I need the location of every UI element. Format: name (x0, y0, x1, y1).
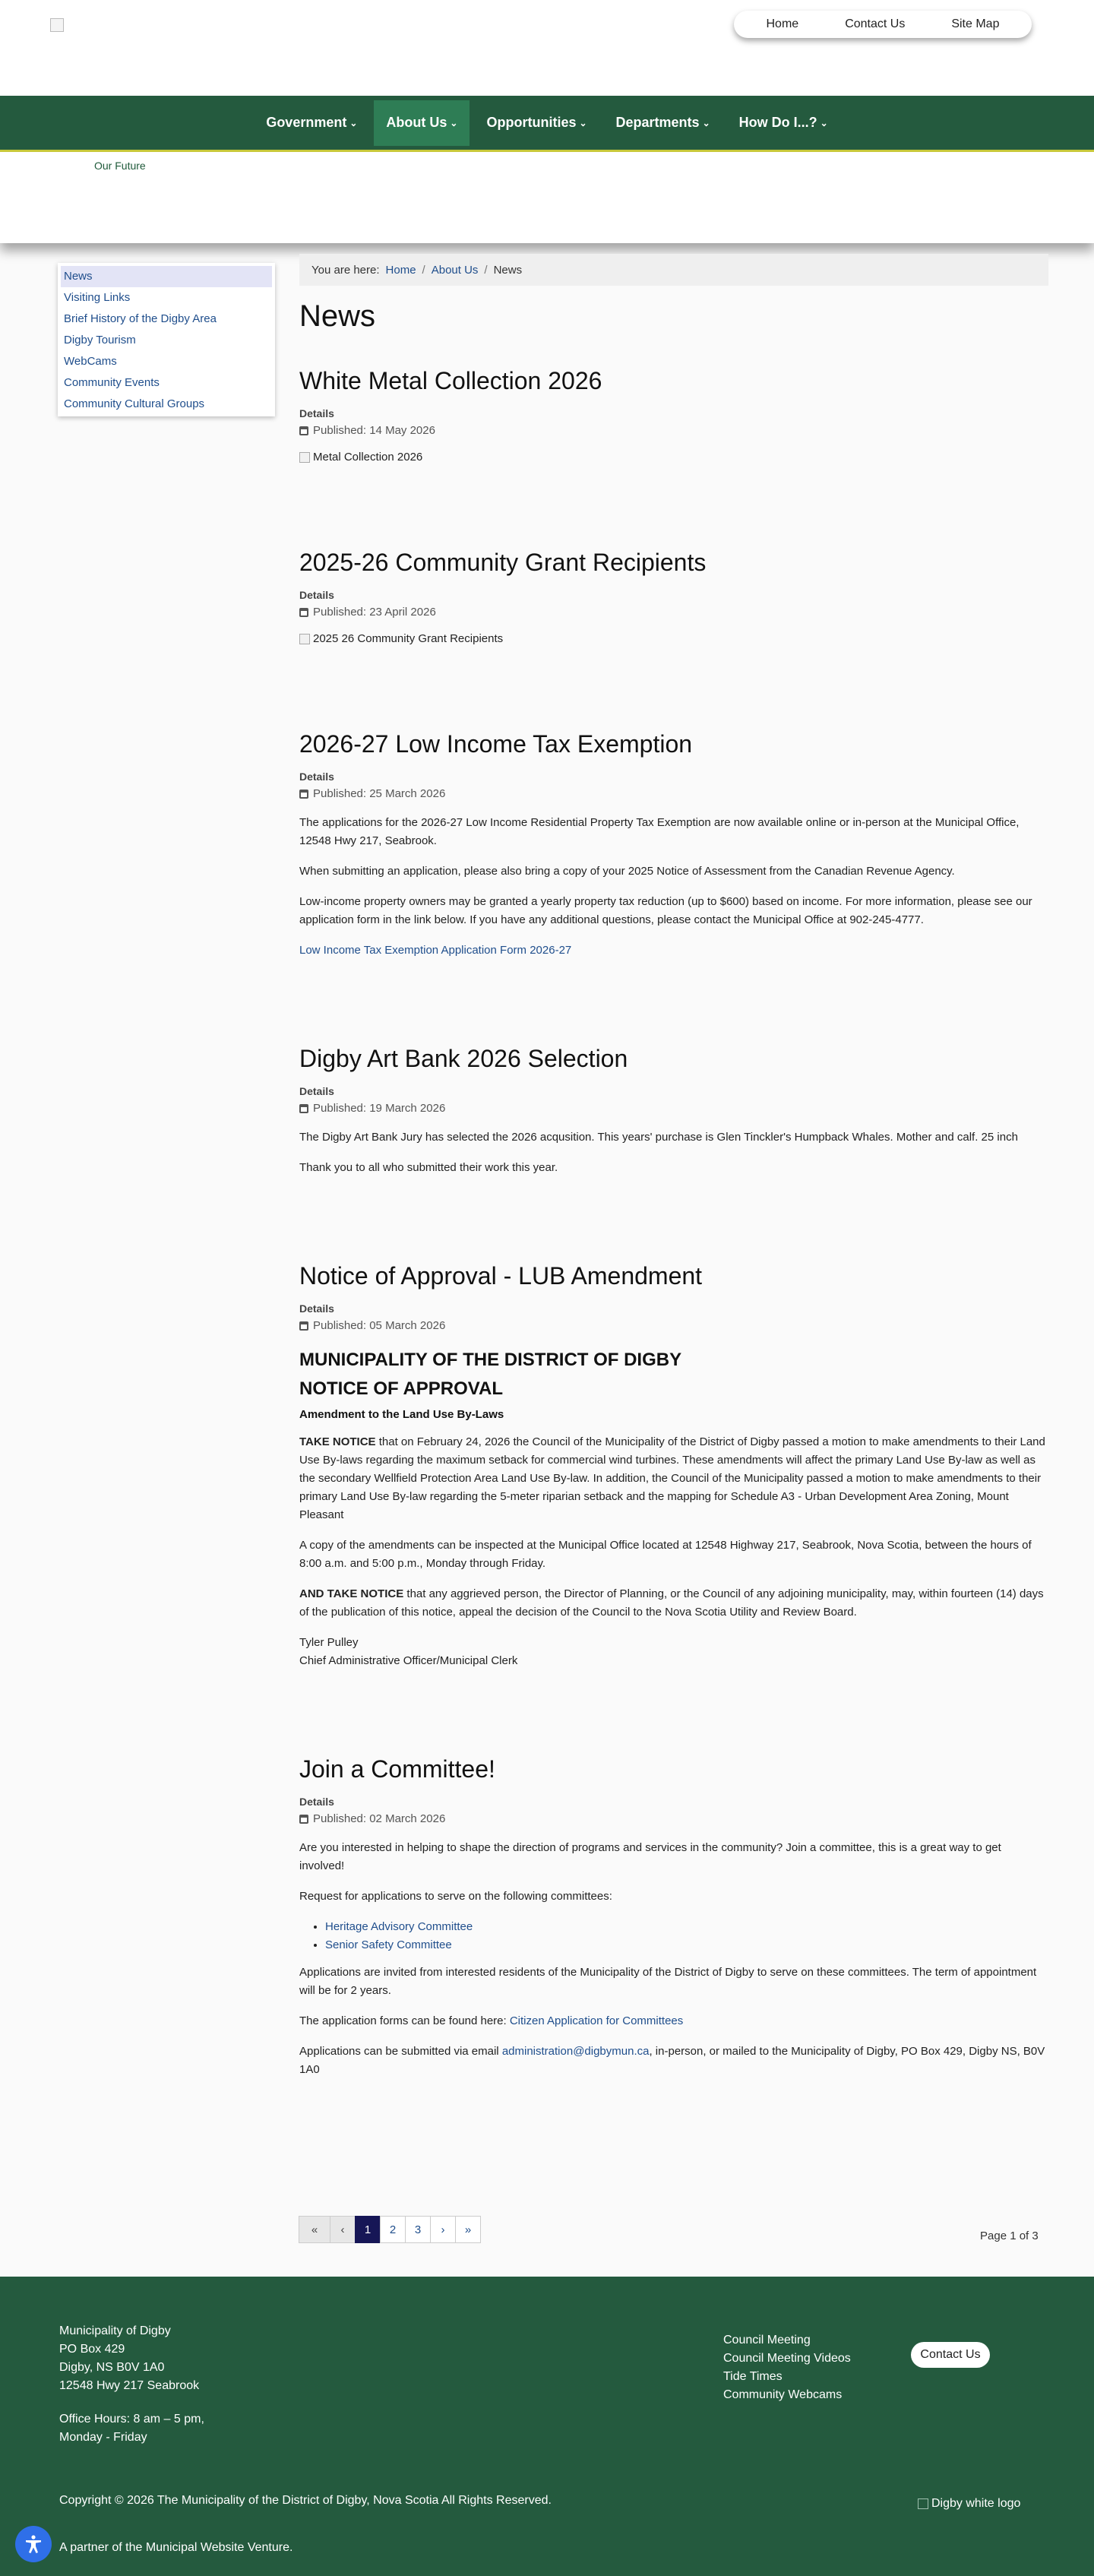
published-text: Published: 23 April 2026 (313, 606, 436, 619)
published-text: Published: 25 March 2026 (313, 787, 446, 800)
signature (299, 1634, 1048, 1670)
notice-heading: NOTICE OF APPROVAL (299, 1378, 504, 1399)
article-paragraph (299, 2012, 1048, 2030)
article-title[interactable]: 2025-26 Community Grant Recipients (299, 549, 707, 576)
pagination (299, 2216, 481, 2243)
tax-exemption-form-link[interactable]: Low Income Tax Exemption Application Form 2026-27 (299, 944, 572, 957)
article-title[interactable]: Notice of Approval - LUB Amendment (299, 1262, 703, 1290)
first-page-button[interactable] (299, 2216, 330, 2243)
hours-line: Office Hours: 8 am – 5 pm, (59, 2413, 204, 2426)
details-label: Details (299, 589, 334, 601)
breadcrumb-separator: / (484, 263, 488, 277)
partner-suffix: . (289, 2541, 293, 2554)
sidebar-item-cultural-groups[interactable]: Community Cultural Groups (64, 397, 205, 410)
article-image (299, 632, 1048, 645)
list-item (325, 1936, 1048, 1954)
breadcrumb-prefix: You are here: (311, 263, 380, 277)
footer-link-tide-times[interactable]: Tide Times (723, 2370, 783, 2383)
footer-link-council-videos[interactable]: Council Meeting Videos (723, 2352, 851, 2365)
calendar-icon (299, 1321, 308, 1331)
published-date (299, 1319, 1048, 1332)
article-title[interactable]: Join a Committee! (299, 1755, 495, 1783)
article-paragraph: A copy of the amendments can be inspected at the Municipal Office located at 12548 Highway 217, Seabrook, Nova Scotia, between the hours of 8:00 a.m. and 5:00 p.m., Monday through Friday. (299, 1539, 1032, 1570)
utility-home-link[interactable]: Home (766, 17, 799, 30)
article-title[interactable]: 2026-27 Low Income Tax Exemption (299, 730, 693, 758)
news-article (299, 367, 1048, 464)
page-button[interactable]: 1 (355, 2216, 381, 2243)
notice-heading: MUNICIPALITY OF THE DISTRICT OF DIGBY (299, 1350, 682, 1370)
article-paragraph: Low-income property owners may be granted a yearly property tax reduction (up to $600) based on income. For more information, please see our application form in the link below. If you have any additional questions, please contact the Municipal Office at 902-245-4777. (299, 895, 1032, 926)
page-button[interactable]: 3 (405, 2216, 431, 2243)
utility-sitemap-link[interactable]: Site Map (951, 17, 1000, 30)
prev-page-button[interactable] (330, 2216, 356, 2243)
accessibility-icon (24, 2534, 43, 2554)
article-paragraph: Request for applications to serve on the following committees: (299, 1890, 612, 1903)
breadcrumb-about-link[interactable]: About Us (431, 263, 479, 277)
article-paragraph: The applications for the 2026-27 Low Income Residential Property Tax Exemption are now available online or in-person at the Municipal Office, 12548 Hwy 217, Seabrook. (299, 816, 1020, 847)
details-label: Details (299, 771, 334, 783)
list-item (325, 1918, 1048, 1936)
details-label: Details (299, 407, 334, 419)
article-paragraph: When submitting an application, please also bring a copy of your 2025 Notice of Assessment from the Canadian Revenue Agency. (299, 865, 955, 878)
broken-image-icon (299, 452, 310, 463)
site-footer (0, 2277, 1094, 2576)
news-article (299, 549, 1048, 645)
published-date (299, 424, 1048, 437)
site-header (0, 0, 1094, 243)
address-line: PO Box 429 (59, 2343, 125, 2356)
calendar-icon (299, 608, 308, 617)
paragraph-text: , in-person, or mailed to the Municipality of Digby, PO Box 429, Digby NS, B0V 1A0 (299, 2045, 1045, 2076)
utility-nav (734, 11, 1032, 38)
double-chevron-right-icon: » (464, 2223, 472, 2236)
footer-link-webcams[interactable]: Community Webcams (723, 2388, 843, 2401)
nav-label: About Us (386, 115, 447, 130)
details-label: Details (299, 1796, 334, 1808)
broken-image-icon (299, 634, 310, 644)
details-label: Details (299, 1085, 334, 1097)
paragraph-text: that any aggrieved person, the Director of Planning, or the Council of any adjoining municipality, may, within fourteen (14) days of the publication of this notice, appeal the decision of the Council to the Nova Scotia Utility and Review Board. (299, 1587, 1044, 1619)
partner-link[interactable]: Municipal Website Venture (145, 2541, 289, 2554)
notice-subheading: Amendment to the Land Use By-Laws (299, 1408, 504, 1421)
logo-tagline: Our Future (94, 160, 146, 172)
news-article (299, 1045, 1048, 1177)
sidebar-item-tourism[interactable]: Digby Tourism (64, 334, 136, 347)
nav-departments[interactable] (604, 100, 722, 146)
image-alt-text: Metal Collection 2026 (313, 451, 423, 464)
nav-about-us[interactable] (374, 100, 470, 146)
paragraph-text: that on February 24, 2026 the Council of the Municipality of the District of Digby passed a motion to make amendments to their Land Use By-laws regarding the maximum setback for commercial wind turbines. These amendments will affect the primary Land Use By-law as well as the secondary Wellfield Protection Area Land Use By-law. In addition, the Council of the Municipality passed a motion to make amendments to their primary Land Use By-law regarding the 5-meter riparian setback and the mapping for Schedule A3 - Urban Development Area Zoning, Mount Pleasant (299, 1435, 1045, 1521)
calendar-icon (299, 790, 308, 799)
address-line: 12548 Hwy 217 Seabrook (59, 2379, 200, 2392)
nav-opportunities[interactable] (474, 100, 599, 146)
sidebar-item-news[interactable]: News (61, 266, 272, 287)
article-paragraph (299, 1433, 1048, 1524)
nav-government[interactable] (254, 100, 369, 146)
partner-prefix: A partner of the (59, 2541, 146, 2554)
chevron-right-icon: › (441, 2223, 445, 2236)
footer-logo (918, 2497, 1020, 2511)
breadcrumb (299, 254, 1048, 286)
accessibility-button[interactable] (15, 2526, 52, 2562)
published-text: Published: 05 March 2026 (313, 1319, 446, 1332)
article-paragraph: The Digby Art Bank Jury has selected the 2026 acqusition. This years' purchase is Glen Tinckler's Humpback Whales. Mother and calf. 25 inch (299, 1131, 1018, 1144)
chevron-down-icon: ⌄ (702, 117, 710, 128)
application-form-link[interactable]: Citizen Application for Committees (509, 2014, 684, 2027)
footer-links (723, 2331, 851, 2404)
published-text: Published: 14 May 2026 (313, 424, 435, 437)
nav-label: How Do I...? (738, 115, 817, 130)
published-date (299, 787, 1048, 800)
committee-list (325, 1918, 1048, 1954)
broken-image-icon (918, 2498, 928, 2509)
news-article (299, 1262, 1048, 1670)
nav-label: Departments (615, 115, 700, 130)
footer-hours (59, 2410, 204, 2447)
bold-lead: AND TAKE NOTICE (299, 1587, 404, 1600)
sidebar-menu (58, 263, 275, 416)
article-image (299, 451, 1048, 464)
calendar-icon (299, 1104, 308, 1113)
article-paragraph: Are you interested in helping to shape the direction of programs and services in the community? Join a committee, this is a great way to get involved! (299, 1841, 1001, 1872)
senior-safety-committee-link[interactable]: Senior Safety Committee (325, 1938, 452, 1951)
hours-line: Monday - Friday (59, 2431, 147, 2444)
chevron-down-icon: ⌄ (579, 117, 587, 128)
calendar-icon (299, 1815, 308, 1824)
article-paragraph (299, 2043, 1048, 2079)
utility-contact-link[interactable]: Contact Us (845, 17, 906, 30)
published-date (299, 1102, 1048, 1115)
image-alt-text: 2025 26 Community Grant Recipients (313, 632, 504, 645)
news-article (299, 730, 1048, 960)
footer-link-council-meeting[interactable]: Council Meeting (723, 2334, 811, 2347)
nav-how-do-i[interactable] (727, 100, 840, 146)
partner-text (59, 2541, 292, 2555)
next-page-button[interactable] (430, 2216, 456, 2243)
sidebar-item-webcams[interactable]: WebCams (64, 355, 117, 368)
email-link[interactable]: administration@digbymun.ca (501, 2045, 650, 2058)
published-text: Published: 02 March 2026 (313, 1812, 446, 1825)
footer-address (59, 2322, 199, 2395)
page-counter: Page 1 of 3 (980, 2229, 1039, 2242)
signature-title: Chief Administrative Officer/Municipal Clerk (299, 1654, 518, 1667)
heritage-committee-link[interactable]: Heritage Advisory Committee (325, 1920, 473, 1933)
breadcrumb-current: News (493, 263, 523, 277)
sidebar-item-visiting-links[interactable]: Visiting Links (64, 291, 131, 304)
main-content (299, 299, 1048, 2152)
published-date (299, 606, 1048, 619)
address-line: Digby, NS B0V 1A0 (59, 2361, 165, 2374)
page-button[interactable]: 2 (380, 2216, 406, 2243)
logo-alt-text: Digby white logo (931, 2497, 1021, 2510)
published-date (299, 1812, 1048, 1825)
double-chevron-left-icon: « (311, 2223, 318, 2236)
last-page-button[interactable] (455, 2216, 481, 2243)
footer-contact-button[interactable]: Contact Us (911, 2342, 990, 2368)
nav-label: Government (266, 115, 347, 130)
article-paragraph: Thank you to all who submitted their work this year. (299, 1161, 558, 1174)
main-nav (0, 96, 1094, 152)
article-title[interactable]: White Metal Collection 2026 (299, 367, 602, 394)
published-text: Published: 19 March 2026 (313, 1102, 446, 1115)
details-label: Details (299, 1302, 334, 1315)
sidebar-item-history[interactable]: Brief History of the Digby Area (64, 312, 217, 325)
copyright: Copyright © 2026 The Municipality of the District of Digby, Nova Scotia All Rights Reserved. (59, 2494, 552, 2507)
address-line: Municipality of Digby (59, 2324, 171, 2337)
news-article (299, 1755, 1048, 2079)
chevron-down-icon: ⌄ (450, 117, 458, 128)
chevron-down-icon: ⌄ (820, 117, 828, 128)
site-logo[interactable] (50, 18, 64, 32)
bold-lead: TAKE NOTICE (299, 1435, 376, 1448)
breadcrumb-home-link[interactable]: Home (385, 263, 416, 277)
nav-label: Opportunities (486, 115, 577, 130)
article-paragraph: Applications are invited from interested residents of the Municipality of the District of Digby to serve on these committees. The term of appointment will be for 2 years. (299, 1966, 1037, 1997)
signature-name: Tyler Pulley (299, 1636, 359, 1649)
breadcrumb-separator: / (422, 263, 425, 277)
chevron-left-icon: ‹ (340, 2223, 345, 2236)
paragraph-text: Applications can be submitted via email (299, 2045, 502, 2058)
article-title[interactable]: Digby Art Bank 2026 Selection (299, 1045, 628, 1072)
paragraph-text: The application forms can be found here: (299, 2014, 510, 2027)
article-paragraph (299, 1585, 1048, 1622)
sidebar-item-community-events[interactable]: Community Events (64, 376, 160, 389)
chevron-down-icon: ⌄ (349, 117, 358, 128)
calendar-icon (299, 426, 308, 435)
page-title: News (299, 299, 376, 333)
